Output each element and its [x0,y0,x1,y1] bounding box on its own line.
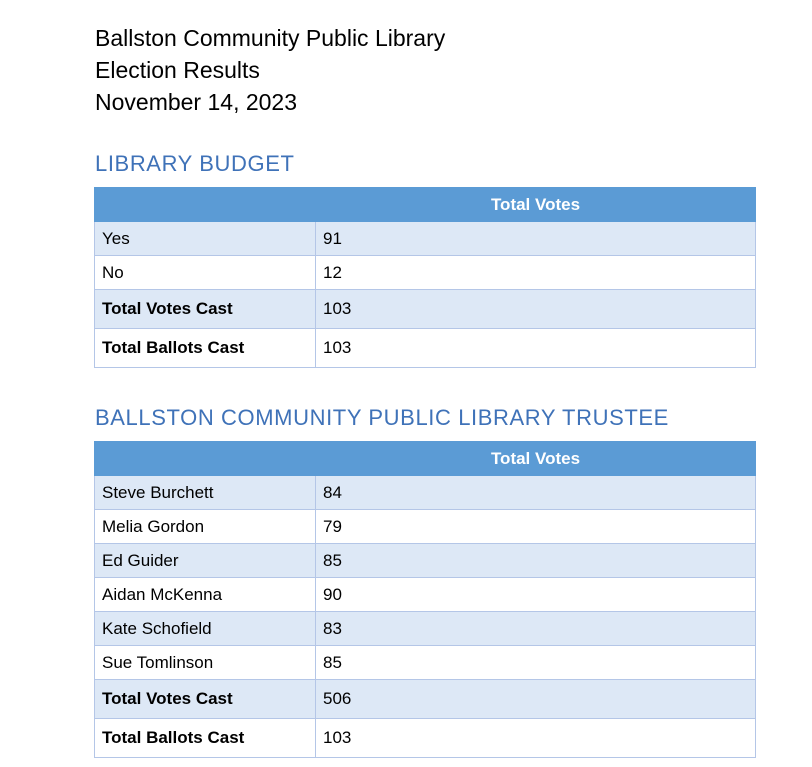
trustee-results-table [94,441,756,758]
document-subtitle: Election Results [95,57,260,83]
candidate-name: Sue Tomlinson [95,646,316,680]
table-row [95,719,756,758]
row-label: Yes [95,222,316,256]
table-row [95,222,756,256]
election-date: November 14, 2023 [95,89,298,115]
library-name: Ballston Community Public Library [95,25,446,51]
table-header-row [95,442,756,476]
table-row [95,646,756,680]
row-label: No [95,256,316,290]
row-value: 506 [316,680,756,719]
table-header-row [95,188,756,222]
row-label: Total Votes Cast [95,680,316,719]
candidate-name: Melia Gordon [95,510,316,544]
row-label: Total Votes Cast [95,290,316,329]
row-value: 91 [316,222,756,256]
document-header [95,22,445,118]
blank-header-cell [95,442,316,476]
candidate-name: Steve Burchett [95,476,316,510]
candidate-name: Ed Guider [95,544,316,578]
table-row [95,476,756,510]
table-row [95,578,756,612]
table-row [95,290,756,329]
row-label: Total Ballots Cast [95,329,316,368]
row-value: 103 [316,329,756,368]
total-votes-header: Total Votes [316,442,756,476]
row-value: 79 [316,510,756,544]
row-value: 85 [316,646,756,680]
table-row [95,544,756,578]
table-row [95,329,756,368]
budget-section-title: LIBRARY BUDGET [95,151,295,176]
table-row [95,680,756,719]
row-value: 103 [316,719,756,758]
row-value: 12 [316,256,756,290]
total-votes-header: Total Votes [316,188,756,222]
row-label: Total Ballots Cast [95,719,316,758]
row-value: 85 [316,544,756,578]
budget-results-table [94,187,756,368]
candidate-name: Kate Schofield [95,612,316,646]
candidate-name: Aidan McKenna [95,578,316,612]
row-value: 90 [316,578,756,612]
row-value: 103 [316,290,756,329]
blank-header-cell [95,188,316,222]
table-row [95,510,756,544]
row-value: 84 [316,476,756,510]
table-row [95,612,756,646]
table-row [95,256,756,290]
row-value: 83 [316,612,756,646]
trustee-section-title: BALLSTON COMMUNITY PUBLIC LIBRARY TRUSTEE [95,405,669,430]
